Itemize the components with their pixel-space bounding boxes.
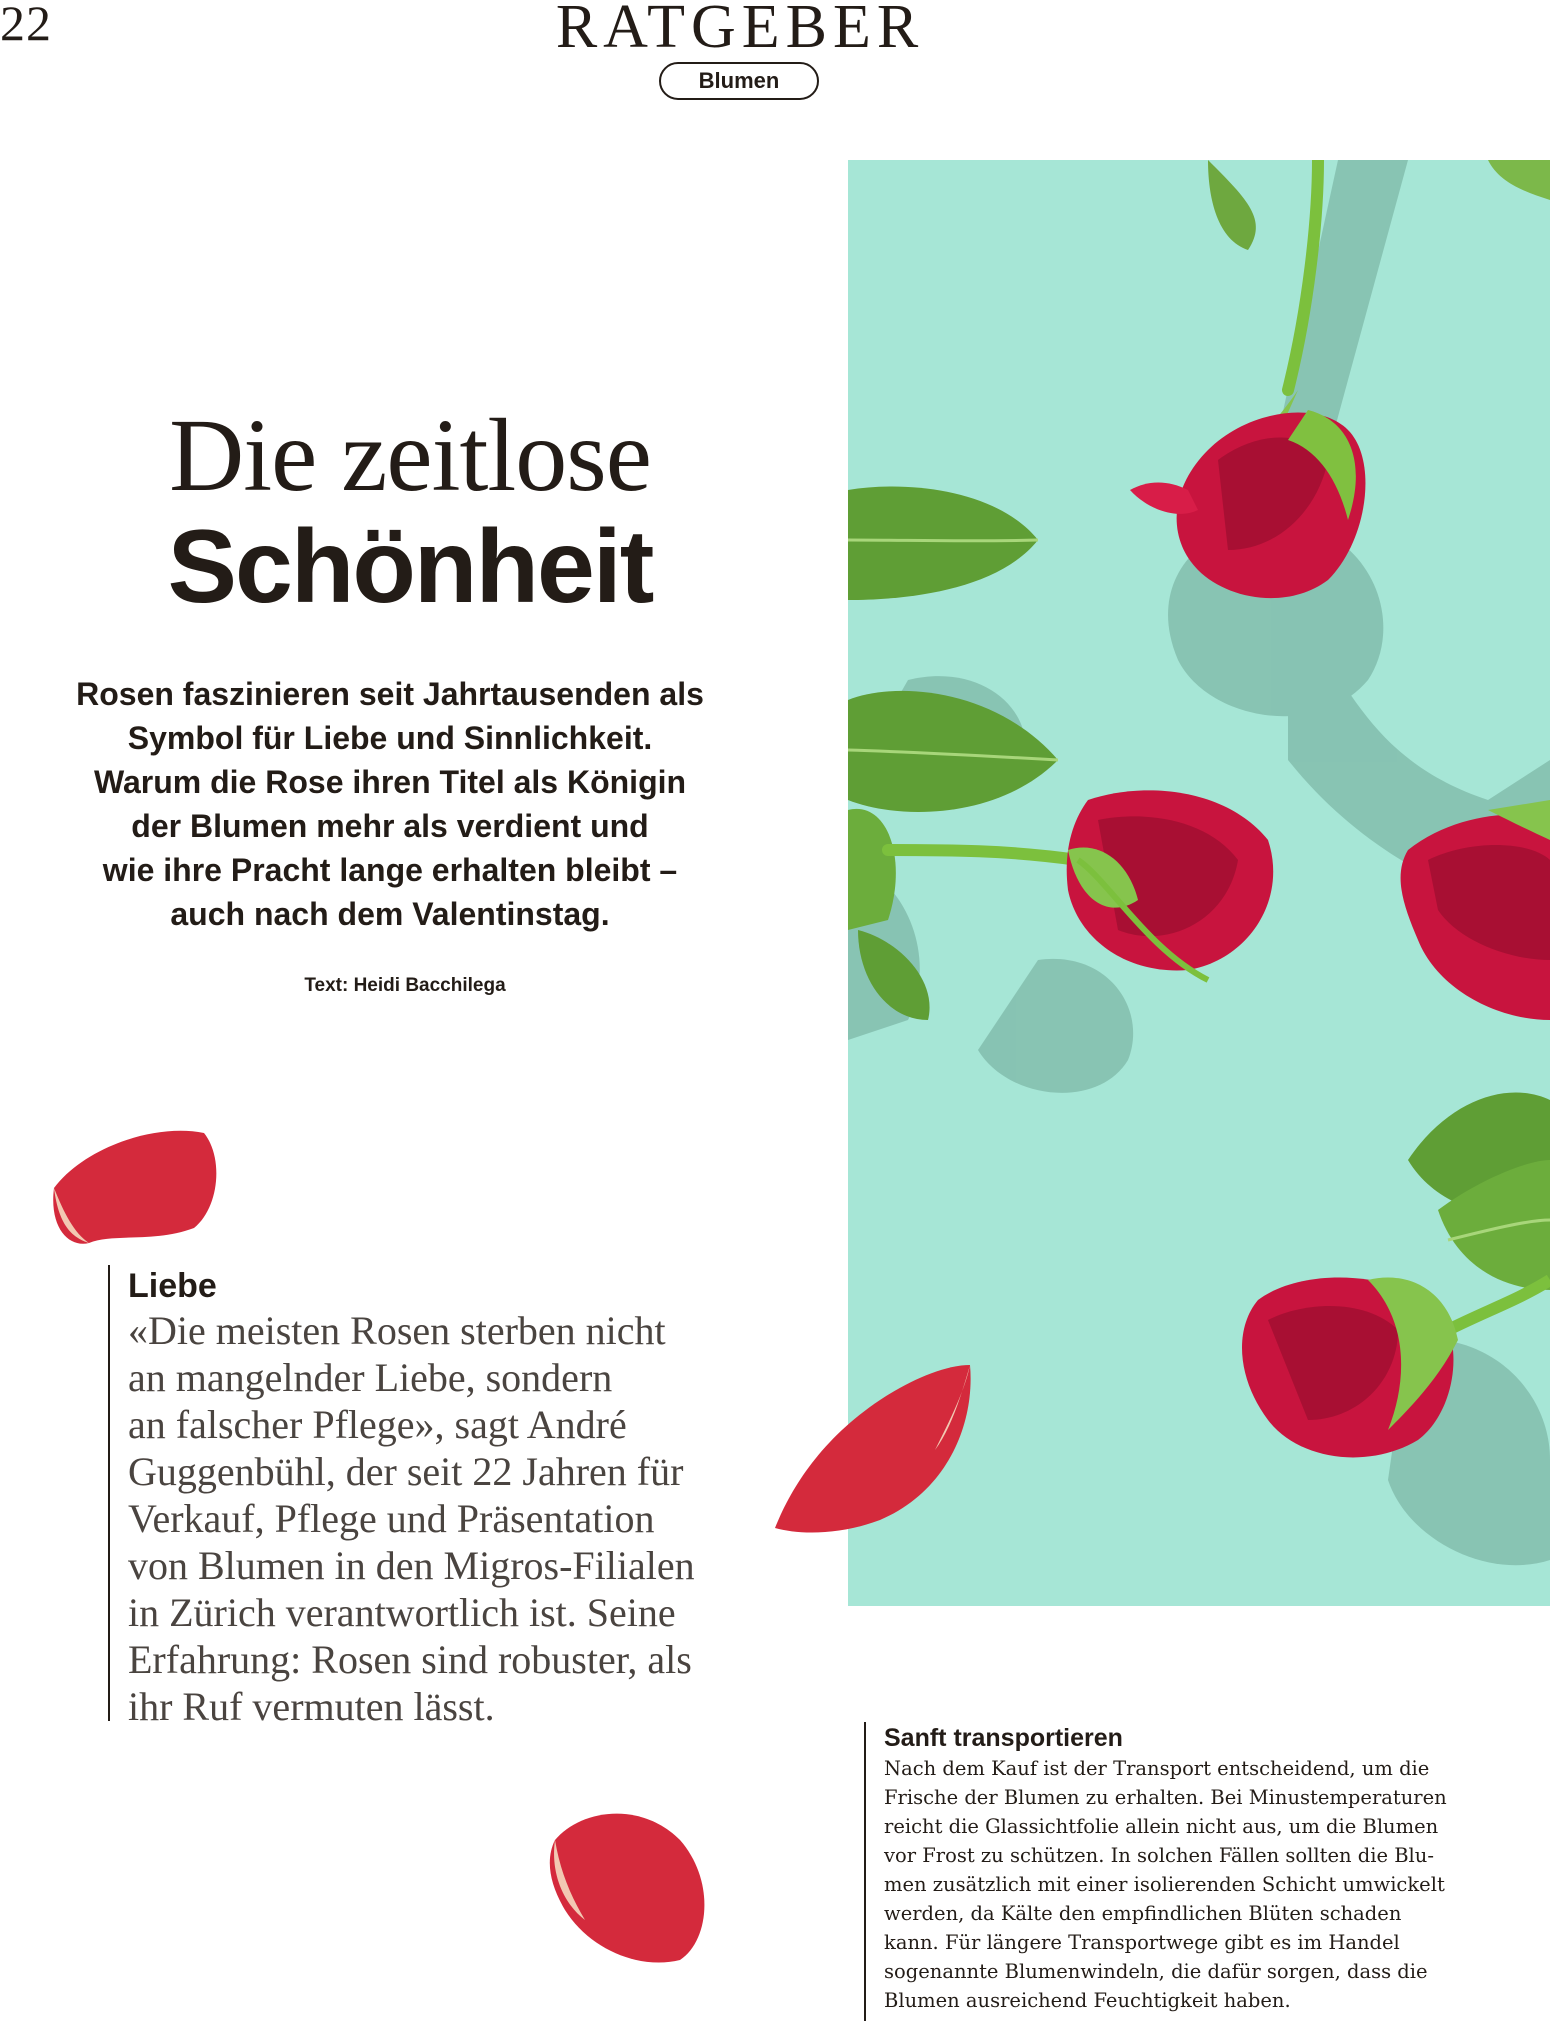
sidebar-heading: Sanft transportieren — [884, 1724, 1123, 1752]
sidebar-line: reicht die Glassichtfolie allein nicht aus, um die Blumen — [884, 1815, 1439, 1838]
lead-line: wie ihre Pracht lange erhalten bleibt – — [102, 852, 678, 888]
category-badge: Blumen — [659, 62, 819, 100]
sidebar-box — [864, 1722, 1544, 2021]
headline-line1: Die zeitlose — [169, 398, 651, 513]
lead-line: Symbol für Liebe und Sinnlichkeit. — [127, 720, 653, 756]
sidebar-line: vor Frost zu schützen. In solchen Fällen sollten die Blu- — [884, 1844, 1434, 1867]
rose-petal-decoration — [540, 1800, 720, 1970]
quote-line: Guggenbühl, der seit 22 Jahren für — [128, 1449, 684, 1494]
rose-petal-decoration — [770, 1360, 980, 1540]
byline: Text: Heidi Bacchilega — [304, 975, 506, 996]
sidebar-line: werden, da Kälte den empfindlichen Blüten schaden — [884, 1902, 1402, 1925]
sidebar-line: Blumen ausreichend Feuchtigkeit haben. — [884, 1989, 1291, 2012]
section-title: RATGEBER — [555, 0, 925, 61]
headline-line2: Schönheit — [167, 509, 653, 625]
lead-line: Warum die Rose ihren Titel als Königin — [93, 764, 687, 800]
lead-line: auch nach dem Valentinstag. — [170, 896, 610, 932]
quote-line: in Zürich verantwortlich ist. Seine — [128, 1590, 676, 1635]
quote-box — [108, 1265, 768, 1729]
quote-line: «Die meisten Rosen sterben nicht — [128, 1308, 666, 1353]
sidebar-line: kann. Für längere Transportwege gibt es im Handel — [884, 1931, 1400, 1954]
quote-line: an mangelnder Liebe, sondern — [128, 1355, 613, 1400]
quote-line: Erfahrung: Rosen sind robuster, als — [128, 1637, 692, 1682]
sidebar-line: Frische der Blumen zu erhalten. Bei Minustemperaturen — [884, 1786, 1447, 1809]
quote-line: Verkauf, Pflege und Präsentation — [128, 1496, 655, 1541]
lead-line: der Blumen mehr als verdient und — [131, 808, 649, 844]
lead-line: Rosen faszinieren seit Jahrtausenden als — [76, 676, 704, 712]
sidebar-body — [884, 1754, 1544, 2015]
quote-body — [128, 1307, 768, 1730]
sidebar-line: sogenannte Blumenwindeln, die dafür sorgen, dass die — [884, 1960, 1428, 1983]
quote-line: von Blumen in den Migros-Filialen — [128, 1543, 695, 1588]
quote-line: ihr Ruf vermuten lässt. — [128, 1684, 495, 1729]
article-lead — [40, 672, 740, 936]
sidebar-line: men zusätzlich mit einer isolierenden Schicht umwickelt — [884, 1873, 1445, 1896]
rose-petal-decoration — [44, 1118, 224, 1248]
quote-heading: Liebe — [128, 1267, 217, 1305]
quote-line: an falscher Pflege», sagt André — [128, 1402, 627, 1447]
sidebar-line: Nach dem Kauf ist der Transport entscheidend, um die — [884, 1757, 1430, 1780]
page-number: 22 — [0, 0, 52, 51]
